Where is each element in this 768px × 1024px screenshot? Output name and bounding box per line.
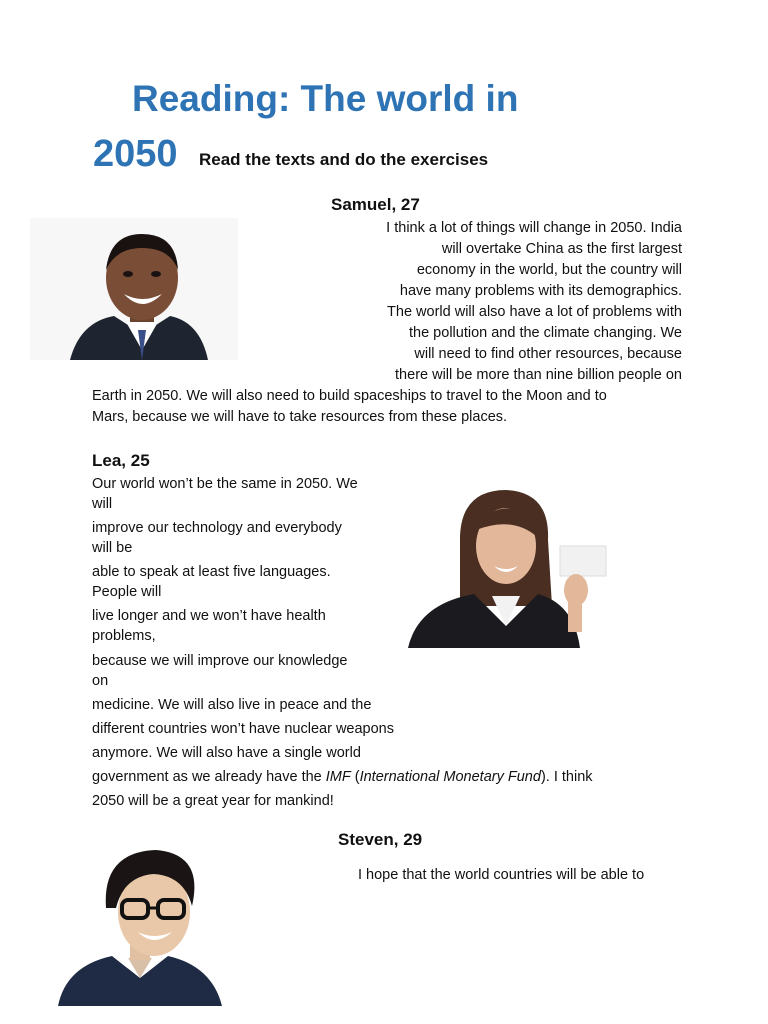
lea-line: will — [92, 496, 113, 512]
lea-photo — [404, 486, 610, 648]
lea-line: People will — [92, 584, 162, 600]
samuel-line: will need to find other resources, because — [414, 346, 682, 362]
samuel-line: I think a lot of things will change in 2050. India — [386, 220, 682, 236]
page-title-year: 2050 — [93, 133, 178, 175]
samuel-line: Earth in 2050. We will also need to build spaceships to travel to the Moon and to — [92, 388, 607, 404]
steven-photo — [58, 846, 222, 1006]
lea-line: anymore. We will also have a single world — [92, 745, 361, 761]
lea-line: problems, — [92, 628, 156, 644]
samuel-line: Mars, because we will have to take resources from these places. — [92, 409, 508, 425]
samuel-line: The world will also have a lot of problems with — [387, 304, 682, 320]
lea-line: improve our technology and everybody — [92, 520, 342, 536]
steven-line: I hope that the world countries will be able to — [358, 867, 645, 883]
samuel-name: Samuel, 27 — [331, 195, 420, 214]
lea-line: Our world won’t be the same in 2050. We — [92, 476, 358, 492]
lea-line: on — [92, 673, 109, 689]
lea-line: because we will improve our knowledge — [92, 653, 348, 669]
steven-name: Steven, 29 — [338, 830, 423, 849]
lea-line: live longer and we won’t have health — [92, 608, 326, 624]
lea-line: able to speak at least five languages. — [92, 564, 331, 580]
samuel-line: economy in the world, but the country will — [416, 262, 682, 278]
page-subtitle: Read the texts and do the exercises — [199, 150, 489, 169]
lea-line-government: government as we already have the IMF (International Monetary Fund). I think — [92, 769, 593, 785]
lea-line: will be — [92, 540, 133, 556]
samuel-line: will overtake China as the first largest — [441, 241, 682, 257]
samuel-line: the pollution and the climate changing. We — [409, 325, 682, 341]
lea-line: medicine. We will also live in peace and the — [92, 697, 372, 713]
lea-name: Lea, 25 — [92, 451, 150, 470]
samuel-line: have many problems with its demographics. — [399, 283, 682, 299]
lea-line: different countries won’t have nuclear weapons — [92, 721, 395, 737]
lea-line: 2050 will be a great year for mankind! — [92, 793, 334, 809]
page-title: Reading: The world in — [132, 78, 519, 119]
samuel-line: there will be more than nine billion people on — [395, 367, 682, 383]
